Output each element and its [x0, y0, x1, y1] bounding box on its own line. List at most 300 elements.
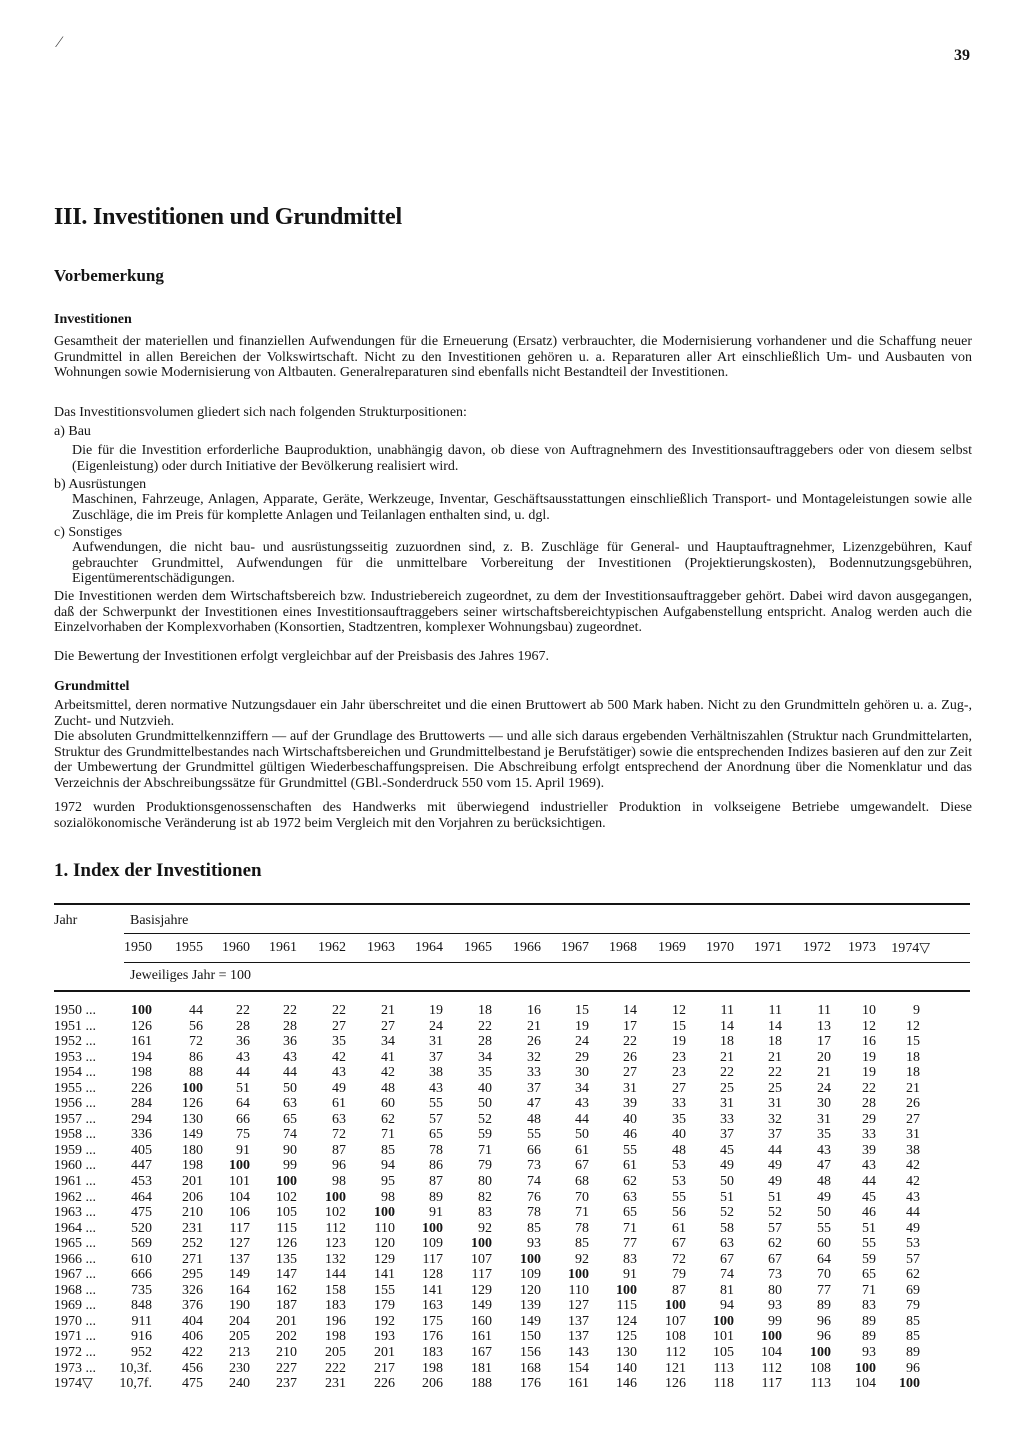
- table-cell: 196: [325, 1313, 346, 1329]
- grundmittel-heading: Grundmittel: [54, 679, 130, 694]
- table-cell: 19: [575, 1018, 589, 1034]
- table-body-rule: [54, 990, 970, 992]
- table-cell: 93: [862, 1345, 876, 1361]
- table-cell: 45: [720, 1142, 734, 1158]
- table-cell: 167: [471, 1345, 492, 1361]
- table-cell: 55: [862, 1236, 876, 1252]
- table-cell: 422: [182, 1345, 203, 1361]
- table-cell: 112: [665, 1345, 686, 1361]
- table-cell: 115: [616, 1298, 637, 1314]
- table-cell: 62: [906, 1267, 920, 1283]
- table-cell: 37: [720, 1127, 734, 1143]
- table-cell: 44: [189, 1003, 203, 1018]
- table-cell: 18: [720, 1034, 734, 1050]
- table-cell: 132: [325, 1251, 346, 1267]
- table-cell: 192: [374, 1313, 395, 1329]
- table-cell: 55: [672, 1189, 686, 1205]
- table-cell: 100: [520, 1251, 541, 1267]
- table-title: 1. Index der Investitionen: [54, 860, 262, 881]
- table-cell: 100: [810, 1345, 831, 1361]
- table-cell: 60: [817, 1236, 831, 1252]
- table-cell: 28: [283, 1018, 297, 1034]
- table-cell: 100: [374, 1205, 395, 1221]
- row-year: 1967 ...: [54, 1267, 96, 1283]
- table-cell: 101: [713, 1329, 734, 1345]
- table-row: [0, 1003, 1024, 1019]
- table-cell: 126: [665, 1376, 686, 1392]
- table-cell: 112: [761, 1360, 782, 1376]
- table-row: [0, 1190, 1024, 1206]
- table-row: [0, 1019, 1024, 1035]
- table-cell: 49: [906, 1220, 920, 1236]
- table-cell: 93: [527, 1236, 541, 1252]
- table-cell: 127: [229, 1236, 250, 1252]
- table-cell: 91: [623, 1267, 637, 1283]
- table-row: [0, 1361, 1024, 1377]
- table-cell: 43: [817, 1142, 831, 1158]
- table-cell: 336: [131, 1127, 152, 1143]
- table-cell: 252: [182, 1236, 203, 1252]
- table-cell: 66: [527, 1142, 541, 1158]
- table-row: [0, 1314, 1024, 1330]
- table-cell: 44: [575, 1111, 589, 1127]
- table-cell: 204: [229, 1313, 250, 1329]
- row-year: 1966 ...: [54, 1251, 96, 1267]
- table-row: [0, 1298, 1024, 1314]
- table-cell: 126: [131, 1018, 152, 1034]
- table-cell: 16: [862, 1034, 876, 1050]
- table-cell: 59: [862, 1251, 876, 1267]
- table-cell: 87: [672, 1282, 686, 1298]
- table-cell: 67: [575, 1158, 589, 1174]
- table-cell: 37: [429, 1049, 443, 1065]
- table-cell: 86: [429, 1158, 443, 1174]
- table-cell: 126: [182, 1096, 203, 1112]
- table-cell: 15: [906, 1034, 920, 1050]
- table-cell: 85: [575, 1236, 589, 1252]
- table-cell: 71: [862, 1282, 876, 1298]
- row-year: 1957 ...: [54, 1111, 96, 1127]
- table-cell: 91: [236, 1142, 250, 1158]
- table-cell: 72: [332, 1127, 346, 1143]
- table-cell: 284: [131, 1096, 152, 1112]
- table-cell: 65: [862, 1267, 876, 1283]
- column-header-3: 1961: [269, 940, 297, 955]
- table-row: [0, 1283, 1024, 1299]
- table-cell: 88: [189, 1065, 203, 1081]
- table-cell: 42: [381, 1065, 395, 1081]
- table-cell: 231: [182, 1220, 203, 1236]
- table-cell: 42: [906, 1174, 920, 1190]
- table-cell: 162: [276, 1282, 297, 1298]
- row-year: 1961 ...: [54, 1174, 96, 1190]
- table-cell: 237: [276, 1376, 297, 1392]
- table-cell: 31: [429, 1034, 443, 1050]
- table-cell: 100: [471, 1236, 492, 1252]
- table-cell: 65: [429, 1127, 443, 1143]
- table-cell: 475: [182, 1376, 203, 1392]
- table-cell: 49: [768, 1174, 782, 1190]
- row-year: 1956 ...: [54, 1096, 96, 1112]
- row-year: 1950 ...: [54, 1003, 96, 1018]
- table-cell: 848: [131, 1298, 152, 1314]
- row-year: 1958 ...: [54, 1127, 96, 1143]
- table-cell: 79: [672, 1267, 686, 1283]
- table-cell: 164: [229, 1282, 250, 1298]
- table-cell: 35: [817, 1127, 831, 1143]
- table-cell: 100: [568, 1267, 589, 1283]
- table-cell: 50: [283, 1080, 297, 1096]
- table-cell: 40: [478, 1080, 492, 1096]
- table-cell: 154: [568, 1360, 589, 1376]
- table-cell: 57: [768, 1220, 782, 1236]
- table-cell: 113: [810, 1376, 831, 1392]
- table-cell: 11: [768, 1003, 782, 1018]
- table-cell: 201: [374, 1345, 395, 1361]
- table-cell: 19: [429, 1003, 443, 1018]
- table-cell: 16: [527, 1003, 541, 1018]
- table-cell: 17: [623, 1018, 637, 1034]
- table-cell: 80: [478, 1174, 492, 1190]
- table-cell: 43: [906, 1189, 920, 1205]
- table-cell: 161: [568, 1376, 589, 1392]
- table-cell: 100: [899, 1376, 920, 1392]
- table-cell: 98: [332, 1174, 346, 1190]
- table-top-rule: [54, 903, 970, 905]
- table-cell: 23: [672, 1065, 686, 1081]
- table-cell: 85: [381, 1142, 395, 1158]
- row-year: 1953 ...: [54, 1049, 96, 1065]
- table-cell: 666: [131, 1267, 152, 1283]
- table-header-jahr: Jahr: [54, 913, 78, 928]
- table-cell: 106: [229, 1205, 250, 1221]
- table-cell: 206: [182, 1189, 203, 1205]
- table-cell: 21: [768, 1049, 782, 1065]
- table-cell: 456: [182, 1360, 203, 1376]
- row-year: 1960 ...: [54, 1158, 96, 1174]
- table-cell: 107: [471, 1251, 492, 1267]
- table-cell: 47: [817, 1158, 831, 1174]
- table-cell: 44: [236, 1065, 250, 1081]
- table-cell: 404: [182, 1313, 203, 1329]
- table-cell: 42: [906, 1158, 920, 1174]
- table-cell: 295: [182, 1267, 203, 1283]
- table-cell: 117: [471, 1267, 492, 1283]
- table-cell: 56: [672, 1205, 686, 1221]
- table-cell: 100: [131, 1003, 152, 1018]
- row-year: 1952 ...: [54, 1034, 96, 1050]
- table-cell: 27: [332, 1018, 346, 1034]
- row-year: 1970 ...: [54, 1313, 96, 1329]
- table-cell: 73: [768, 1267, 782, 1283]
- table-cell: 26: [623, 1049, 637, 1065]
- column-header-14: 1972: [803, 940, 831, 955]
- table-cell: 63: [332, 1111, 346, 1127]
- table-cell: 231: [325, 1376, 346, 1392]
- table-cell: 39: [623, 1096, 637, 1112]
- table-cell: 271: [182, 1251, 203, 1267]
- table-cell: 92: [478, 1220, 492, 1236]
- table-cell: 137: [568, 1313, 589, 1329]
- table-cell: 76: [527, 1189, 541, 1205]
- table-cell: 77: [817, 1282, 831, 1298]
- table-cell: 217: [374, 1360, 395, 1376]
- table-cell: 43: [575, 1096, 589, 1112]
- column-header-4: 1962: [318, 940, 346, 955]
- table-cell: 31: [768, 1096, 782, 1112]
- table-cell: 213: [229, 1345, 250, 1361]
- table-cell: 43: [332, 1065, 346, 1081]
- column-header-0: 1950: [124, 940, 152, 955]
- table-row: [0, 1174, 1024, 1190]
- table-cell: 67: [672, 1236, 686, 1252]
- table-cell: 226: [131, 1080, 152, 1096]
- table-cell: 57: [429, 1111, 443, 1127]
- table-cell: 34: [381, 1034, 395, 1050]
- table-cell: 22: [283, 1003, 297, 1018]
- column-header-7: 1965: [464, 940, 492, 955]
- table-cell: 44: [862, 1174, 876, 1190]
- table-cell: 100: [422, 1220, 443, 1236]
- table-cell: 20: [817, 1049, 831, 1065]
- table-cell: 50: [817, 1205, 831, 1221]
- list-label-sonstiges: c) Sonstiges: [54, 525, 123, 540]
- table-cell: 46: [862, 1205, 876, 1221]
- table-cell: 453: [131, 1174, 152, 1190]
- table-cell: 15: [575, 1003, 589, 1018]
- table-cell: 63: [283, 1096, 297, 1112]
- table-cell: 44: [768, 1142, 782, 1158]
- table-cell: 206: [422, 1376, 443, 1392]
- table-cell: 91: [429, 1205, 443, 1221]
- table-cell: 128: [422, 1267, 443, 1283]
- table-cell: 79: [478, 1158, 492, 1174]
- table-cell: 63: [720, 1236, 734, 1252]
- table-cell: 50: [575, 1127, 589, 1143]
- column-header-1: 1955: [175, 940, 203, 955]
- table-cell: 120: [374, 1236, 395, 1252]
- table-cell: 56: [189, 1018, 203, 1034]
- table-cell: 75: [236, 1127, 250, 1143]
- table-cell: 24: [575, 1034, 589, 1050]
- table-row: [0, 1112, 1024, 1128]
- table-cell: 55: [817, 1220, 831, 1236]
- table-cell: 92: [575, 1251, 589, 1267]
- table-cell: 89: [862, 1329, 876, 1345]
- table-cell: 110: [374, 1220, 395, 1236]
- table-cell: 222: [325, 1360, 346, 1376]
- table-cell: 89: [862, 1313, 876, 1329]
- table-cell: 38: [906, 1142, 920, 1158]
- table-cell: 108: [665, 1329, 686, 1345]
- row-year: 1964 ...: [54, 1220, 96, 1236]
- table-cell: 27: [672, 1080, 686, 1096]
- table-cell: 180: [182, 1142, 203, 1158]
- table-cell: 64: [817, 1251, 831, 1267]
- table-cell: 21: [906, 1080, 920, 1096]
- column-header-10: 1968: [609, 940, 637, 955]
- table-cell: 11: [817, 1003, 831, 1018]
- table-cell: 104: [855, 1376, 876, 1392]
- table-cell: 109: [422, 1236, 443, 1252]
- row-year: 1974▽: [54, 1376, 93, 1392]
- table-cell: 117: [761, 1376, 782, 1392]
- investitionen-heading: Investitionen: [54, 312, 132, 327]
- list-text-bau: Die für die Investition erforderliche Bauproduktion, unabhängig davon, ob diese von Auftragnehmern des Investitionsauftraggebers oder von diesem selbst (Eigenleistung) oder durch Initiative der Bevölkerung realisiert wird.: [72, 443, 972, 474]
- table-cell: 21: [527, 1018, 541, 1034]
- row-year: 1971 ...: [54, 1329, 96, 1345]
- table-cell: 100: [713, 1313, 734, 1329]
- column-header-16: 1974▽: [891, 941, 930, 956]
- table-cell: 33: [862, 1127, 876, 1143]
- table-cell: 89: [906, 1345, 920, 1361]
- row-year: 1959 ...: [54, 1142, 96, 1158]
- table-cell: 464: [131, 1189, 152, 1205]
- list-text-ausruestungen: Maschinen, Fahrzeuge, Anlagen, Apparate, Geräte, Werkzeuge, Inventar, Geschäftsausstattungen einschließlich Transport- und Montageleistungen sowie alle Zuschläge, die im Preis für komplette Anlagen und Teilanlagen enthalten sind, u. dgl.: [72, 492, 972, 523]
- table-cell: 74: [527, 1174, 541, 1190]
- table-cell: 70: [575, 1189, 589, 1205]
- table-cell: 150: [520, 1329, 541, 1345]
- table-cell: 127: [568, 1298, 589, 1314]
- table-cell: 36: [236, 1034, 250, 1050]
- table-cell: 78: [527, 1205, 541, 1221]
- table-cell: 65: [623, 1205, 637, 1221]
- table-cell: 83: [862, 1298, 876, 1314]
- table-cell: 31: [906, 1127, 920, 1143]
- table-cell: 108: [810, 1360, 831, 1376]
- table-cell: 118: [713, 1376, 734, 1392]
- table-cell: 22: [862, 1080, 876, 1096]
- table-cell: 40: [623, 1111, 637, 1127]
- table-cell: 11: [720, 1003, 734, 1018]
- table-cell: 93: [768, 1298, 782, 1314]
- table-cell: 31: [720, 1096, 734, 1112]
- table-cell: 176: [520, 1376, 541, 1392]
- table-cell: 43: [236, 1049, 250, 1065]
- table-cell: 205: [229, 1329, 250, 1345]
- table-cell: 107: [665, 1313, 686, 1329]
- table-cell: 130: [616, 1345, 637, 1361]
- table-cell: 447: [131, 1158, 152, 1174]
- table-row: [0, 1236, 1024, 1252]
- table-cell: 181: [471, 1360, 492, 1376]
- table-cell: 71: [623, 1220, 637, 1236]
- table-cell: 406: [182, 1329, 203, 1345]
- table-cell: 104: [761, 1345, 782, 1361]
- table-cell: 96: [332, 1158, 346, 1174]
- row-year: 1954 ...: [54, 1065, 96, 1081]
- table-cell: 125: [616, 1329, 637, 1345]
- table-cell: 141: [422, 1282, 443, 1298]
- table-header-rule-2: [124, 962, 970, 963]
- table-cell: 19: [672, 1034, 686, 1050]
- table-cell: 126: [276, 1236, 297, 1252]
- table-cell: 25: [768, 1080, 782, 1096]
- table-cell: 85: [906, 1329, 920, 1345]
- table-cell: 14: [720, 1018, 734, 1034]
- table-cell: 22: [623, 1034, 637, 1050]
- table-cell: 193: [374, 1329, 395, 1345]
- table-cell: 475: [131, 1205, 152, 1221]
- table-cell: 33: [720, 1111, 734, 1127]
- table-cell: 149: [229, 1267, 250, 1283]
- table-cell: 190: [229, 1298, 250, 1314]
- grundmittel-paragraph-2: Die absoluten Grundmittelkennziffern — auf der Grundlage des Bruttowerts — und alle sich daraus ergebenden Verhältniszahlen (Struktur nach Grundmittelarten, Struktur des Grundmittelbestandes nach Wirtschaftsbereichen und Grundmittelbestand je Berufstätiger) sowie die entsprechenden Indizes basieren auf den zur Zeit der Umbewertung der Grundmittel gültigen Wiederbeschaffungspreisen. Die Abschreibung erfolgt entsprechend der Anordnung über die Nomenklatur und das Verzeichnis der Abschreibungssätze für Grundmittel (GBl.-Sonderdruck 550 vom 15. April 1969).: [54, 729, 972, 791]
- table-cell: 110: [568, 1282, 589, 1298]
- table-cell: 96: [817, 1313, 831, 1329]
- table-cell: 140: [616, 1360, 637, 1376]
- row-year: 1965 ...: [54, 1236, 96, 1252]
- table-cell: 144: [325, 1267, 346, 1283]
- table-cell: 44: [906, 1205, 920, 1221]
- table-cell: 52: [720, 1205, 734, 1221]
- table-cell: 143: [568, 1345, 589, 1361]
- table-cell: 43: [862, 1158, 876, 1174]
- table-cell: 100: [665, 1298, 686, 1314]
- table-cell: 210: [276, 1345, 297, 1361]
- table-cell: 22: [720, 1065, 734, 1081]
- table-cell: 137: [229, 1251, 250, 1267]
- table-cell: 50: [478, 1096, 492, 1112]
- table-cell: 42: [332, 1049, 346, 1065]
- column-header-9: 1967: [561, 940, 589, 955]
- table-cell: 35: [332, 1034, 346, 1050]
- table-cell: 10,7f.: [119, 1376, 152, 1392]
- list-label-ausruestungen: b) Ausrüstungen: [54, 477, 147, 492]
- column-header-15: 1973: [848, 940, 876, 955]
- table-cell: 66: [236, 1111, 250, 1127]
- table-cell: 176: [422, 1329, 443, 1345]
- table-header-basisjahre: Basisjahre: [130, 913, 189, 928]
- table-row: [0, 1221, 1024, 1237]
- table-cell: 96: [817, 1329, 831, 1345]
- table-cell: 34: [478, 1049, 492, 1065]
- table-cell: 33: [527, 1065, 541, 1081]
- table-cell: 18: [768, 1034, 782, 1050]
- table-cell: 83: [623, 1251, 637, 1267]
- table-cell: 72: [189, 1034, 203, 1050]
- table-cell: 95: [381, 1174, 395, 1190]
- table-cell: 105: [713, 1345, 734, 1361]
- table-unit-label: Jeweiliges Jahr = 100: [130, 968, 252, 983]
- row-year: 1951 ...: [54, 1018, 96, 1034]
- table-cell: 14: [623, 1003, 637, 1018]
- table-cell: 51: [768, 1189, 782, 1205]
- row-year: 1962 ...: [54, 1189, 96, 1205]
- table-cell: 102: [325, 1205, 346, 1221]
- table-cell: 163: [422, 1298, 443, 1314]
- chapter-title: III. Investitionen und Grundmittel: [54, 204, 402, 230]
- table-cell: 94: [381, 1158, 395, 1174]
- column-header-12: 1970: [706, 940, 734, 955]
- table-cell: 46: [623, 1127, 637, 1143]
- table-cell: 735: [131, 1282, 152, 1298]
- table-cell: 37: [527, 1080, 541, 1096]
- table-cell: 19: [862, 1049, 876, 1065]
- page-number: 39: [954, 47, 970, 64]
- table-cell: 30: [817, 1096, 831, 1112]
- table-cell: 73: [527, 1158, 541, 1174]
- table-cell: 104: [229, 1189, 250, 1205]
- row-year: 1963 ...: [54, 1205, 96, 1221]
- table-cell: 31: [817, 1111, 831, 1127]
- table-cell: 43: [283, 1049, 297, 1065]
- table-cell: 13: [817, 1018, 831, 1034]
- table-cell: 10,3f.: [119, 1360, 152, 1376]
- table-row: [0, 1081, 1024, 1097]
- table-cell: 198: [422, 1360, 443, 1376]
- table-cell: 65: [283, 1111, 297, 1127]
